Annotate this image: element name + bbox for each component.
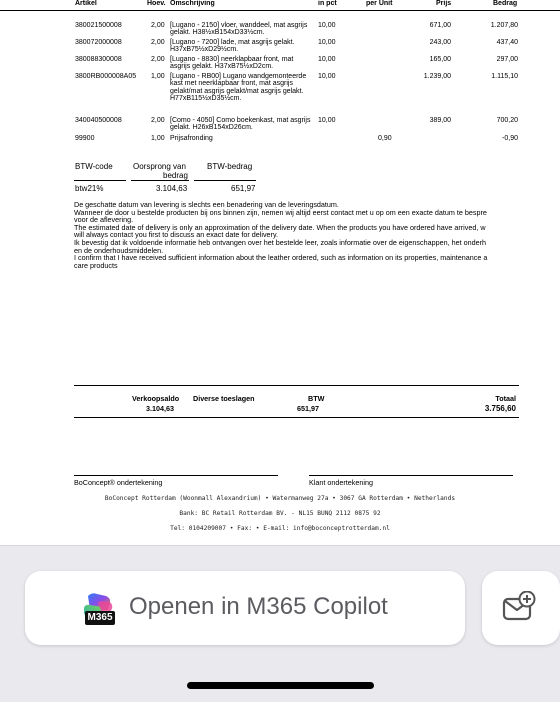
cell-pct: 10,00	[318, 73, 336, 80]
footer-bank: Bank: BC Retail Rotterdam BV. - NL15 BUNQ 2112 0875 92	[179, 510, 381, 517]
cell-prijs: 165,00	[429, 56, 451, 63]
boconcept-signature: BoConcept® ondertekening	[74, 475, 278, 487]
cell-omschrijving: [Lugano - 7200] lade, mat asgrijs gelakt. H37xB75½xD29½cm.	[170, 39, 295, 54]
cell-omschrijving: Prijsafronding	[170, 135, 213, 142]
cell-prijs: 671,00	[429, 22, 451, 29]
btw-origin-value: 3.104,63	[156, 184, 188, 193]
footer-address: BoConcept Rotterdam (Woonmall Alexandrium) • Watermanweg 27a • 3067 GA Rotterdam • Netherlands	[104, 495, 456, 502]
customer-signature: Klant ondertekening	[309, 475, 513, 487]
btw-code-value: btw21%	[75, 184, 104, 193]
cell-prijs: 243,00	[429, 39, 451, 46]
note-line: voor de aflevering.	[74, 215, 134, 225]
table-header	[0, 0, 560, 11]
cell-hoev: 1,00	[151, 73, 165, 80]
note-line: Ik bevestig dat ik voldoende informatie heb ontvangen over het bestelde leer, zoals informatie over de eigenschappen, het onderh	[74, 237, 486, 247]
cell-unit: 0,90	[378, 135, 392, 142]
note-line: en de onderhoudsmiddelen.	[74, 245, 164, 255]
cell-omschrijving: [Como - 4050] Como boekenkast, mat asgrijs gelakt. H26xB154xD26cm.	[170, 117, 311, 132]
btw-origin-label: Oorsprong van	[133, 162, 186, 171]
cell-bedrag: 1.207,80	[490, 22, 518, 29]
btw-total-label: BTW	[308, 394, 325, 403]
delivery-notes	[74, 201, 560, 269]
btw-amount-label: BTW-bedrag	[207, 162, 253, 171]
cell-hoev: 2,00	[151, 22, 165, 29]
totaal-value: 3.756,60	[484, 404, 516, 413]
cell-pct: 10,00	[318, 117, 336, 124]
open-in-copilot-label: Openen in M365 Copilot	[129, 593, 388, 620]
cell-hoev: 2,00	[151, 56, 165, 63]
cell-artikel: 380021500008	[75, 22, 122, 29]
cell-prijs: 389,00	[429, 117, 451, 124]
share-mail-button[interactable]	[482, 571, 560, 645]
cell-omschrijving: [Lugano - 2150] vloer, wanddeel, mat asgrijs gelakt. H38½xB154xD33½cm.	[170, 22, 308, 37]
note-line: I confirm that I have received sufficient information about the leather ordered, such as information on its properties, maintenance a	[74, 253, 488, 263]
cell-bedrag: 297,00	[496, 56, 518, 63]
col-unit: per Unit	[366, 0, 393, 7]
cell-hoev: 2,00	[151, 117, 165, 124]
note-line: will always contact you first to discuss an exact date for delivery.	[74, 230, 278, 240]
home-indicator[interactable]	[187, 682, 374, 689]
col-artikel: Artikel	[75, 0, 97, 7]
col-pct: in pct	[318, 0, 337, 7]
cell-omschrijving: [Lugano - 8830] neerklapbaar front, mat asgrijs gelakt. H37xB75½xD2cm.	[170, 56, 294, 71]
mail-add-icon	[502, 591, 536, 625]
cell-artikel: 99900	[75, 135, 95, 142]
cell-prijs: 1.239,00	[423, 73, 451, 80]
totals-box	[74, 385, 519, 418]
col-bedrag: Bedrag	[493, 0, 518, 7]
btw-amount-value: 651,97	[231, 184, 256, 193]
verkoopsaldo-value: 3.104,63	[146, 404, 174, 413]
col-prijs: Prijs	[436, 0, 452, 7]
cell-artikel: 340040500008	[75, 117, 122, 124]
verkoopsaldo-label: Verkoopsaldo	[132, 394, 180, 403]
btw-code-label: BTW-code	[75, 162, 113, 171]
toeslagen-label: Diverse toeslagen	[193, 394, 255, 403]
col-omschrijving: Omschrijving	[170, 0, 215, 7]
m365-badge: M365	[85, 611, 115, 625]
btw-table	[0, 162, 560, 194]
cell-pct: 10,00	[318, 39, 336, 46]
note-line: De geschatte datum van levering is slechts een benadering van de leveringsdatum.	[74, 200, 339, 209]
col-hoev: Hoev.	[147, 0, 166, 7]
btw-origin-label-2: bedrag	[163, 171, 188, 180]
cell-pct: 10,00	[318, 22, 336, 29]
cell-pct: 10,00	[318, 56, 336, 63]
note-line: care products	[74, 260, 118, 270]
cell-bedrag: 700,20	[496, 117, 518, 124]
cell-artikel: 380088300008	[75, 56, 122, 63]
cell-bedrag: 437,40	[496, 39, 518, 46]
cell-artikel: 3800RB000008A05	[75, 73, 137, 80]
totaal-label: Totaal	[495, 394, 516, 403]
cell-hoev: 1,00	[151, 135, 165, 142]
btw-total-value: 651,97	[297, 404, 319, 413]
cell-hoev: 2,00	[151, 39, 165, 46]
cell-artikel: 380072000008	[75, 39, 122, 46]
cell-bedrag: 1.115,10	[491, 73, 518, 80]
note-line: The estimated date of delivery is only an approximation of the delivery date. When the products you have ordered have arrived, w	[74, 222, 486, 232]
cell-omschrijving: [Lugano - RB00] Lugano wandgemonteerde kast met neerklapbaar front, mat asgrijs gelakt/mat asgrijs gelakt/mat asgrijs gelakt. H77xB115½xD35½cm.	[170, 73, 307, 103]
note-line: Wanneer de door u bestelde producten bij ons binnen zijn, nemen wij altijd eerst contact met u op om een exacte datum te bespre	[74, 207, 487, 217]
m365-copilot-icon	[80, 590, 118, 628]
cell-bedrag: -0,90	[502, 135, 518, 142]
footer-contact: Tel: 0104209007 • Fax: • E-mail: info@boconceptrotterdam.nl	[170, 525, 390, 532]
